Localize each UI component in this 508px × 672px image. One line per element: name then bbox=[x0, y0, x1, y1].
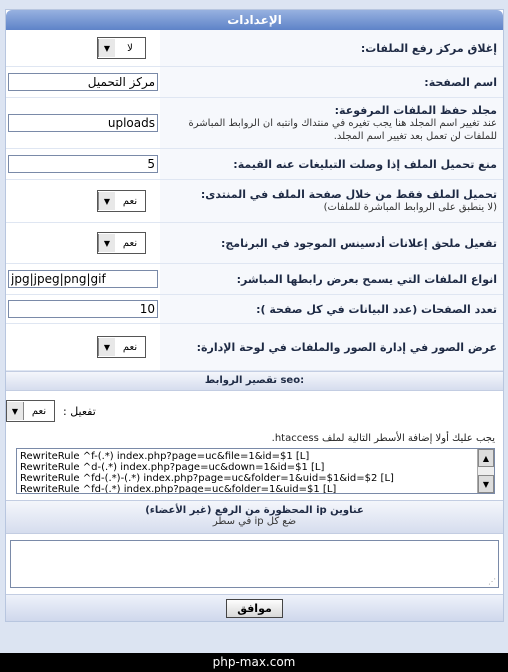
chevron-down-icon: ▼ bbox=[7, 402, 24, 420]
report-limit-input[interactable] bbox=[8, 155, 158, 173]
setting-label: مجلد حفظ الملفات المرفوعة: عند تغيير اسم المجلد هنا يجب تغيره في منتداك وانتبه ان الروابط المباشرة للملفات لن تعمل بعد تغيير اسم المجلد. bbox=[160, 98, 503, 148]
setting-label: تحميل الملف فقط من خلال صفحة الملف في المنتدى: (لا ينطبق على الروابط المباشرة للملفات) bbox=[160, 180, 503, 222]
setting-label: انواع الملفات التي يسمح بعرض رابطها المباشر: bbox=[160, 264, 503, 294]
rule-line: RewriteRule ^d-(.*) index.php?page=uc&down=1&id=$1 [L] bbox=[20, 462, 325, 473]
submit-bar bbox=[6, 594, 503, 621]
site-credit: php-max.com bbox=[0, 653, 508, 672]
chevron-down-icon: ▼ bbox=[98, 338, 115, 356]
setting-pagination bbox=[6, 295, 503, 324]
resize-grip-icon[interactable]: ⋰ bbox=[488, 577, 496, 586]
htaccess-note: يجب عليك أولا إضافة الأسطر التالية لملف htaccess. bbox=[271, 433, 495, 444]
setting-close-upload-center bbox=[6, 30, 503, 67]
settings-panel bbox=[5, 9, 504, 622]
scroll-down-icon[interactable]: ▼ bbox=[478, 475, 494, 493]
setting-upload-folder bbox=[6, 98, 503, 149]
setting-page-name bbox=[6, 67, 503, 98]
setting-label: إغلاق مركز رفع الملفات: bbox=[160, 30, 503, 66]
seo-enable-row bbox=[6, 391, 503, 431]
submit-button[interactable]: موافق bbox=[226, 599, 283, 618]
download-via-page-select[interactable]: ▼ نعم bbox=[97, 190, 146, 212]
blocked-ip-textarea[interactable] bbox=[10, 540, 499, 588]
setting-report-limit bbox=[6, 149, 503, 180]
setting-label: تعدد الصفحات (عدد البيانات في كل صفحة ): bbox=[160, 295, 503, 323]
chevron-down-icon: ▼ bbox=[98, 39, 115, 57]
setting-label: اسم الصفحة: bbox=[160, 67, 503, 97]
pagination-input[interactable] bbox=[8, 300, 158, 318]
rule-line: RewriteRule ^f-(.*) index.php?page=uc&file=1&id=$1 [L] bbox=[20, 451, 310, 462]
scroll-up-icon[interactable]: ▲ bbox=[478, 449, 494, 467]
upload-folder-input[interactable] bbox=[8, 114, 158, 132]
panel-header: الإعدادات bbox=[6, 10, 503, 30]
ip-heading: عناوين ip المحظورة من الرفع (غير الأعضاء) ضع كل ip في سطر bbox=[6, 500, 503, 534]
seo-enable-label: تفعيل : bbox=[63, 404, 96, 418]
setting-label: عرض الصور في إدارة الصور والملفات في لوحة الإدارة: bbox=[160, 324, 503, 370]
setting-download-via-page bbox=[6, 180, 503, 223]
setting-direct-link-types bbox=[6, 264, 503, 295]
file-types-input[interactable] bbox=[8, 270, 158, 288]
adsense-select[interactable]: ▼ نعم bbox=[97, 232, 146, 254]
page-name-input[interactable] bbox=[8, 73, 158, 91]
rule-line: RewriteRule ^fd-(.*) index.php?page=uc&folder=1&uid=$1 [L] bbox=[20, 484, 337, 493]
seo-enable-select[interactable]: نعم ▼ bbox=[6, 400, 55, 422]
close-upload-select[interactable]: ▼ لا bbox=[97, 37, 146, 59]
setting-show-images bbox=[6, 324, 503, 371]
rewrite-rules-textarea[interactable] bbox=[16, 448, 495, 494]
chevron-down-icon: ▼ bbox=[98, 234, 115, 252]
setting-label: تفعيل ملحق إعلانات أدسينس الموجود في البرنامج: bbox=[160, 223, 503, 263]
scrollbar[interactable] bbox=[477, 449, 494, 493]
setting-adsense bbox=[6, 223, 503, 264]
rule-line: RewriteRule ^fd-(.*)-(.*) index.php?page=uc&folder=1&uid=$1&id=$2 [L] bbox=[20, 473, 394, 484]
chevron-down-icon: ▼ bbox=[98, 192, 115, 210]
setting-label: منع تحميل الملف إذا وصلت التبليغات عنه القيمة: bbox=[160, 149, 503, 179]
show-images-select[interactable]: ▼ نعم bbox=[97, 336, 146, 358]
seo-heading: تقصير الروابط seo: bbox=[6, 371, 503, 391]
